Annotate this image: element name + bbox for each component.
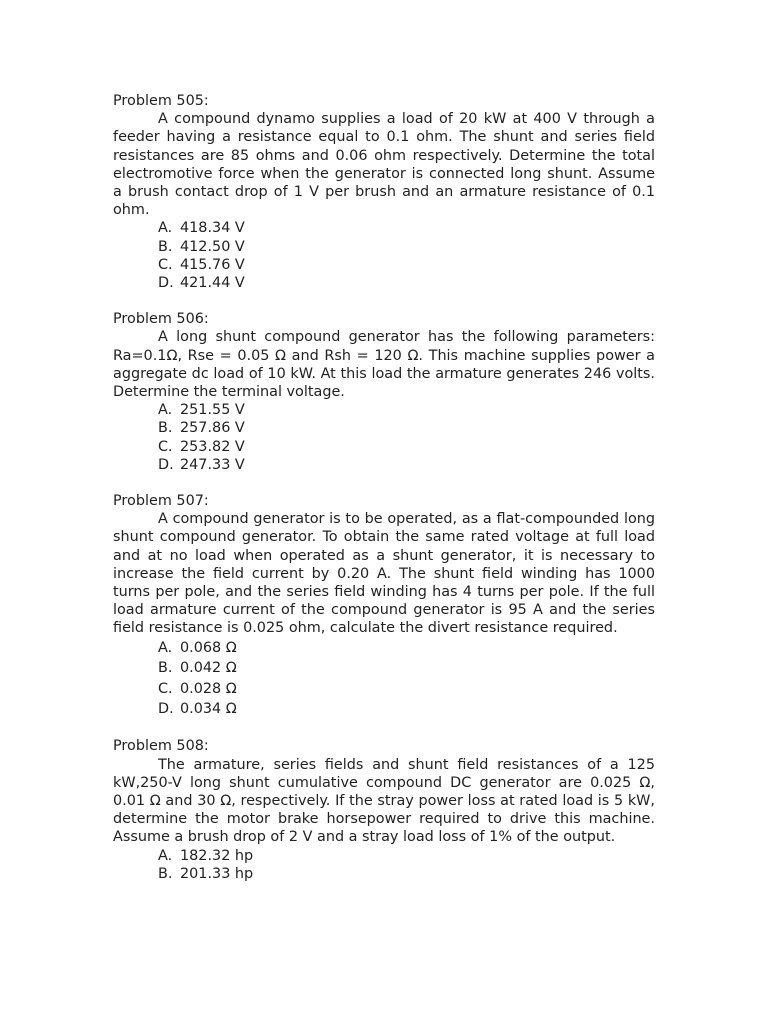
choice-item	[158, 658, 655, 678]
problem-506	[113, 310, 655, 474]
problem-text: The armature, series fields and shunt field resistances of a 125 kW,250-V long shunt cumulative compound DC generator are 0.025 Ω, 0.01 Ω and 30 Ω, respectively. If the stray power loss at rated load is 5 kW, determine the motor brake horsepower required to drive this machine. Assume a brush drop of 2 V and a stray load loss of 1% of the output.	[113, 756, 655, 846]
choice-item	[158, 438, 655, 456]
choice-item	[158, 419, 655, 437]
choice-letter: D.	[158, 456, 174, 473]
problem-title: Problem 505:	[113, 93, 209, 109]
choice-item	[158, 847, 655, 865]
choice-item	[158, 679, 655, 699]
choice-list	[113, 847, 655, 883]
choice-letter: C.	[158, 680, 173, 697]
choice-value: 415.76 V	[180, 256, 245, 273]
choice-value: 421.44 V	[180, 275, 245, 292]
choice-letter: A.	[158, 220, 173, 237]
problem-text: A compound dynamo supplies a load of 20 kW at 400 V through a feeder having a resistance equal to 0.1 ohm. The shunt and series field resistances are 85 ohms and 0.06 ohm respectively. Determine the total electromotive force when the generator is connected long shunt. Assume a brush contact drop of 1 V per brush and an armature resistance of 0.1 ohm.	[113, 111, 655, 219]
problem-text: A compound generator is to be operated, as a flat-compounded long shunt compound generator. To obtain the same rated voltage at full load and at no load when operated as a shunt generator, it is necessary to increase the field current by 0.20 A. The shunt field winding has 1000 turns per pole, and the series field winding has 4 turns per pole. If the full load armature current of the compound generator is 95 A and the series field resistance is 0.025 ohm, calculate the divert resistance required.	[113, 511, 655, 637]
choice-list	[113, 401, 655, 474]
problem-title: Problem 508:	[113, 738, 209, 755]
choice-item	[158, 699, 655, 719]
choice-item	[158, 256, 655, 274]
choice-letter: B.	[158, 865, 173, 882]
choice-item	[158, 865, 655, 883]
choice-value: 0.042 Ω	[180, 660, 237, 677]
choice-value: 0.028 Ω	[180, 680, 237, 697]
choice-letter: B.	[158, 238, 173, 255]
choice-letter: B.	[158, 660, 173, 677]
problem-507	[113, 492, 655, 719]
choice-letter: C.	[158, 256, 173, 273]
choice-value: 418.34 V	[180, 220, 245, 237]
choice-list	[113, 638, 655, 720]
choice-value: 253.82 V	[180, 438, 245, 455]
problem-505	[113, 92, 655, 292]
choice-value: 247.33 V	[180, 456, 245, 473]
choice-letter: A.	[158, 639, 173, 656]
choice-letter: C.	[158, 438, 173, 455]
choice-value: 257.86 V	[180, 420, 245, 437]
choice-letter: D.	[158, 275, 174, 292]
choice-value: 182.32 hp	[180, 847, 254, 864]
choice-item	[158, 274, 655, 292]
choice-value: 0.034 Ω	[180, 700, 237, 717]
problem-title: Problem 506:	[113, 311, 209, 328]
choice-item	[158, 238, 655, 256]
document-page	[113, 92, 655, 901]
problem-title: Problem 507:	[113, 493, 209, 510]
choice-letter: A.	[158, 847, 173, 864]
choice-item	[158, 219, 655, 237]
choice-list	[113, 219, 655, 292]
choice-letter: A.	[158, 402, 173, 419]
choice-letter: D.	[158, 700, 174, 717]
choice-value: 201.33 hp	[180, 865, 254, 882]
choice-item	[158, 456, 655, 474]
choice-value: 0.068 Ω	[180, 639, 237, 656]
problem-508	[113, 737, 655, 883]
choice-item	[158, 638, 655, 658]
choice-item	[158, 401, 655, 419]
problem-text: A long shunt compound generator has the following parameters: Ra=0.1Ω, Rse = 0.05 Ω and Rsh = 120 Ω. This machine supplies power a aggregate dc load of 10 kW. At this load the armature generates 246 volts. Determine the terminal voltage.	[113, 329, 655, 401]
choice-value: 251.55 V	[180, 402, 245, 419]
choice-letter: B.	[158, 420, 173, 437]
choice-value: 412.50 V	[180, 238, 245, 255]
